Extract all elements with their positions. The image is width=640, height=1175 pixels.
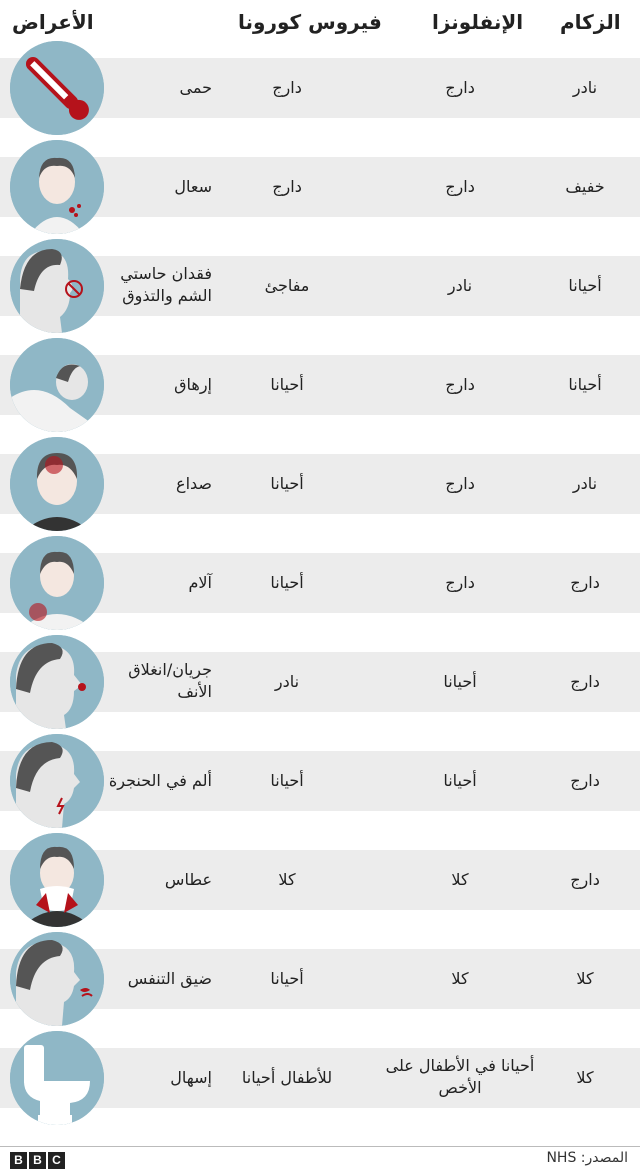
flu-value: دارج <box>445 375 475 394</box>
symptom-label: صداع <box>176 474 212 493</box>
covid-value: دارج <box>272 177 302 196</box>
symptom-label: عطاس <box>164 870 212 889</box>
sore-throat-icon <box>10 734 104 828</box>
thermometer-icon <box>10 41 104 135</box>
symptom-label: إسهال <box>170 1068 212 1087</box>
cold-value: دارج <box>570 573 600 592</box>
covid-value: أحيانا <box>270 474 304 493</box>
covid-value: أحيانا <box>270 771 304 790</box>
header-flu: الإنفلونزا <box>432 10 524 34</box>
flu-value: نادر <box>447 276 473 295</box>
coughing-person-icon <box>10 140 104 234</box>
symptom-label: ألم في الحنجرة <box>108 771 212 790</box>
covid-value: مفاجئ <box>264 276 310 295</box>
covid-value: للأطفال أحيانا <box>241 1068 333 1087</box>
bbc-logo: B B C <box>10 1152 65 1169</box>
loss-of-smell-icon <box>10 239 104 333</box>
flu-value: كلا <box>451 969 469 988</box>
runny-nose-icon <box>10 635 104 729</box>
symptom-label: فقدان حاستي الشم والتذوق <box>120 264 212 305</box>
flu-value: أحيانا في الأطفال على الأخص <box>385 1056 535 1097</box>
cold-value: دارج <box>570 672 600 691</box>
symptom-label: جريان/انغلاق الأنف <box>128 660 212 701</box>
cold-value: نادر <box>572 78 598 97</box>
header-covid: فيروس كورونا <box>238 10 382 34</box>
sneezing-icon <box>10 833 104 927</box>
covid-value: أحيانا <box>270 969 304 988</box>
aches-icon <box>10 536 104 630</box>
cold-value: كلا <box>576 969 594 988</box>
header-symptoms: الأعراض <box>12 10 94 34</box>
cold-value: أحيانا <box>568 276 602 295</box>
symptom-label: آلام <box>188 573 212 592</box>
header-cold: الزكام <box>560 10 621 34</box>
flu-value: أحيانا <box>443 672 477 691</box>
covid-value: أحيانا <box>270 375 304 394</box>
cold-value: نادر <box>572 474 598 493</box>
footer-divider <box>0 1146 640 1147</box>
flu-value: دارج <box>445 573 475 592</box>
cold-value: أحيانا <box>568 375 602 394</box>
cold-value: دارج <box>570 870 600 889</box>
symptom-label: ضيق التنفس <box>127 969 212 988</box>
symptom-label: سعال <box>174 177 212 196</box>
cold-value: دارج <box>570 771 600 790</box>
flu-value: دارج <box>445 474 475 493</box>
covid-value: نادر <box>274 672 300 691</box>
cold-value: كلا <box>576 1068 594 1087</box>
flu-value: دارج <box>445 177 475 196</box>
covid-value: أحيانا <box>270 573 304 592</box>
flu-value: دارج <box>445 78 475 97</box>
covid-value: دارج <box>272 78 302 97</box>
covid-value: كلا <box>278 870 296 889</box>
symptom-label: إرهاق <box>174 375 212 394</box>
toilet-icon <box>10 1031 104 1125</box>
headache-icon <box>10 437 104 531</box>
flu-value: كلا <box>451 870 469 889</box>
source-note: المصدر: NHS <box>546 1150 628 1166</box>
cold-value: خفيف <box>565 177 605 196</box>
symptom-label: حمى <box>179 78 212 97</box>
shortness-of-breath-icon <box>10 932 104 1026</box>
flu-value: أحيانا <box>443 771 477 790</box>
tired-person-icon <box>10 338 104 432</box>
